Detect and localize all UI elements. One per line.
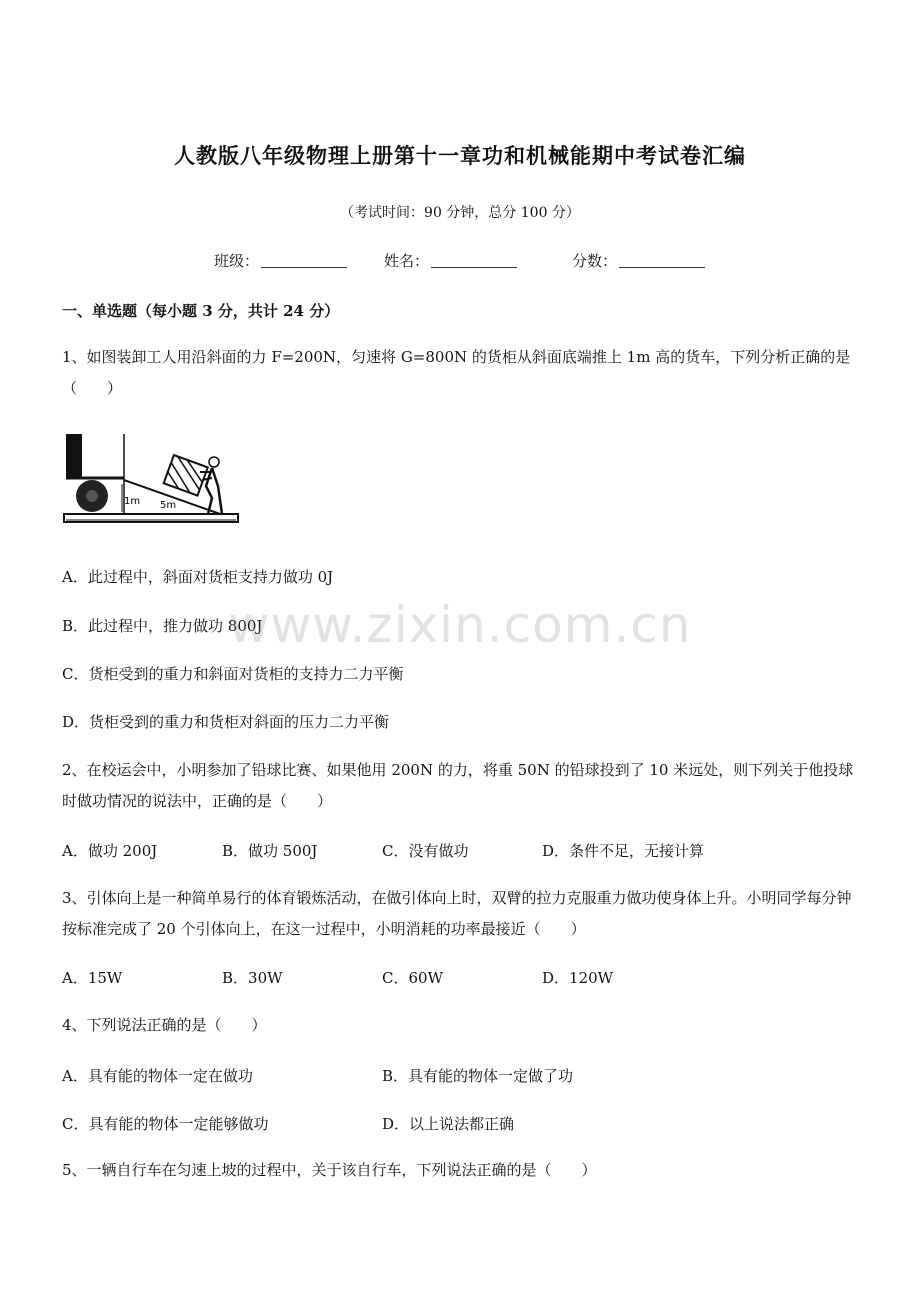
watermark: www.zixin.com.cn: [228, 596, 692, 654]
q3-option-b[interactable]: B．30W: [222, 969, 283, 987]
question-5-stem: 5、一辆自行车在匀速上坡的过程中，关于该自行车，下列说法正确的是（ ）: [62, 1161, 597, 1179]
q1-option-a[interactable]: A．此过程中，斜面对货柜支持力做功 0J: [62, 568, 334, 586]
class-blank[interactable]: [261, 253, 347, 268]
name-field[interactable]: [384, 250, 517, 271]
class-field[interactable]: [214, 250, 347, 271]
q1-option-d[interactable]: D．货柜受到的重力和货柜对斜面的压力二力平衡: [62, 713, 390, 731]
q3-option-d[interactable]: D．120W: [542, 969, 614, 987]
name-blank[interactable]: [431, 253, 517, 268]
score-label: 分数：: [572, 252, 618, 270]
q4-option-c[interactable]: C．具有能的物体一定能够做功: [62, 1115, 269, 1133]
q2-option-b[interactable]: B．做功 500J: [222, 842, 318, 860]
q4-option-d[interactable]: D．以上说法都正确: [382, 1115, 515, 1133]
exam-time-note: （考试时间：90 分钟，总分 100 分）: [340, 205, 580, 221]
q1-option-c[interactable]: C．货柜受到的重力和斜面对货柜的支持力二力平衡: [62, 665, 404, 683]
q2-option-c[interactable]: C．没有做功: [382, 842, 469, 860]
section-heading: 一、单选题（每小题 3 分，共计 24 分）: [62, 302, 340, 320]
ramp-diagram: [62, 428, 242, 532]
q4-option-a[interactable]: A．具有能的物体一定在做功: [62, 1067, 253, 1085]
score-blank[interactable]: [619, 253, 705, 268]
question-4-stem: 4、下列说法正确的是（ ）: [62, 1016, 267, 1034]
length-label: 5m: [160, 500, 177, 511]
q1-option-b[interactable]: B．此过程中，推力做功 800J: [62, 617, 263, 635]
q3-option-a[interactable]: A．15W: [62, 969, 123, 987]
q4-option-b[interactable]: B．具有能的物体一定做了功: [382, 1067, 574, 1085]
exam-title: 人教版八年级物理上册第十一章功和机械能期中考试卷汇编: [174, 143, 746, 168]
class-label: 班级：: [214, 252, 260, 270]
q2-option-a[interactable]: A．做功 200J: [62, 842, 158, 860]
question-3-stem: 3、引体向上是一种简单易行的体育锻炼活动，在做引体向上时，双臂的拉力克服重力做功使身体上升。小明同学每分钟按标准完成了 20 个引体向上，在这一过程中，小明消耗的功率最接近（ ）: [62, 889, 852, 938]
q3-option-c[interactable]: C．60W: [382, 969, 443, 987]
question-2-stem: 2、在校运会中，小明参加了铅球比赛、如果他用 200N 的力，将重 50N 的铅球投到了 10 米远处，则下列关于他投球时做功情况的说法中，正确的是（ ）: [62, 761, 854, 810]
score-field[interactable]: [572, 250, 705, 271]
height-label: 1m: [124, 496, 141, 507]
ramp-figure: [62, 428, 242, 536]
q2-option-d[interactable]: D．条件不足，无接计算: [542, 842, 705, 860]
question-1-stem: 1、如图装卸工人用沿斜面的力 F=200N，匀速将 G=800N 的货柜从斜面底端推上 1m 高的货车，下列分析正确的是（ ）: [62, 348, 851, 397]
name-label: 姓名：: [384, 252, 430, 270]
